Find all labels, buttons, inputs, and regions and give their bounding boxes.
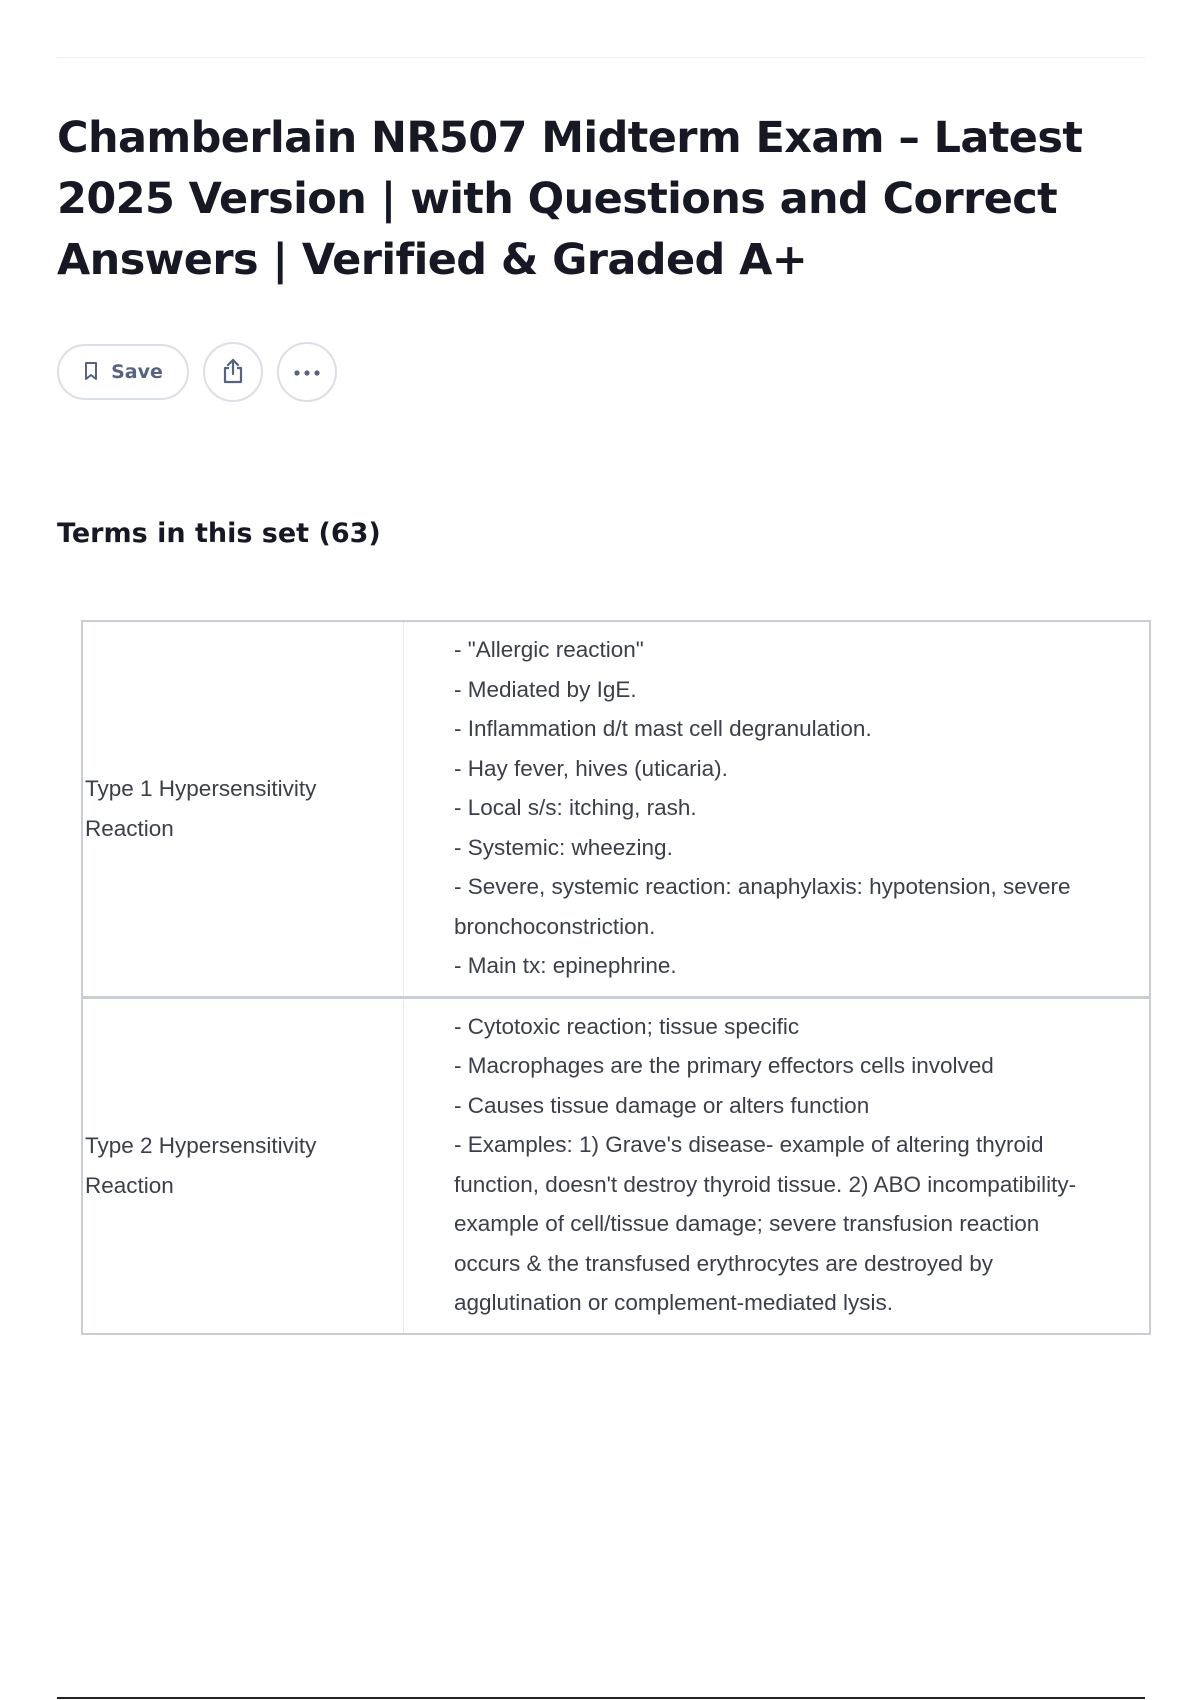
term-cell: Type 1 Hypersensitivity Reaction <box>82 621 404 997</box>
definition-line: - Main tx: epinephrine. <box>454 953 677 978</box>
share-button[interactable] <box>203 342 263 402</box>
definition-line: - Cytotoxic reaction; tissue specific <box>454 1013 800 1039</box>
definition-line: - Severe, systemic reaction: anaphylaxis: hypotension, severe bronchoconstriction. <box>454 874 1071 939</box>
definition-cell <box>404 997 1151 1334</box>
share-icon <box>220 357 246 388</box>
definition-line: - Hay fever, hives (uticaria). <box>454 755 728 781</box>
definition-line: - Inflammation d/t mast cell degranulation. <box>454 716 872 741</box>
action-bar <box>57 342 337 402</box>
page-title: Chamberlain NR507 Midterm Exam – Latest 2025 Version | with Questions and Correct Answers | Verified & Graded A+ <box>57 113 1083 285</box>
save-button[interactable] <box>57 344 189 400</box>
definition-line: - Local s/s: itching, rash. <box>454 795 697 820</box>
save-label: Save <box>111 361 163 383</box>
bookmark-icon <box>83 361 99 384</box>
terms-heading: Terms in this set (63) <box>57 518 381 549</box>
bottom-divider <box>57 1697 1145 1699</box>
term-row <box>82 621 1150 997</box>
term-row <box>82 997 1150 1334</box>
top-divider <box>57 57 1145 58</box>
definition-line: - Causes tissue damage or alters function <box>454 1092 870 1118</box>
definition-line: - "Allergic reaction" <box>454 637 644 662</box>
more-options-button[interactable] <box>277 342 337 402</box>
term-cell: Type 2 Hypersensitivity Reaction <box>82 997 404 1334</box>
more-icon <box>293 365 321 380</box>
definition-cell <box>404 621 1151 997</box>
terms-table <box>81 620 1151 1335</box>
definition-line: - Mediated by IgE. <box>454 676 637 702</box>
definition-line: - Systemic: wheezing. <box>454 834 673 860</box>
definition-line: - Examples: 1) Grave's disease- example of altering thyroid function, doesn't destroy thyroid tissue. 2) ABO incompatibility- example of cell/tissue damage; severe transfusion reaction occurs & the transfused erythrocytes are destroyed by agglutination or complement-mediated lysis. <box>454 1132 1077 1315</box>
definition-line: - Macrophages are the primary effectors cells involved <box>454 1053 994 1078</box>
